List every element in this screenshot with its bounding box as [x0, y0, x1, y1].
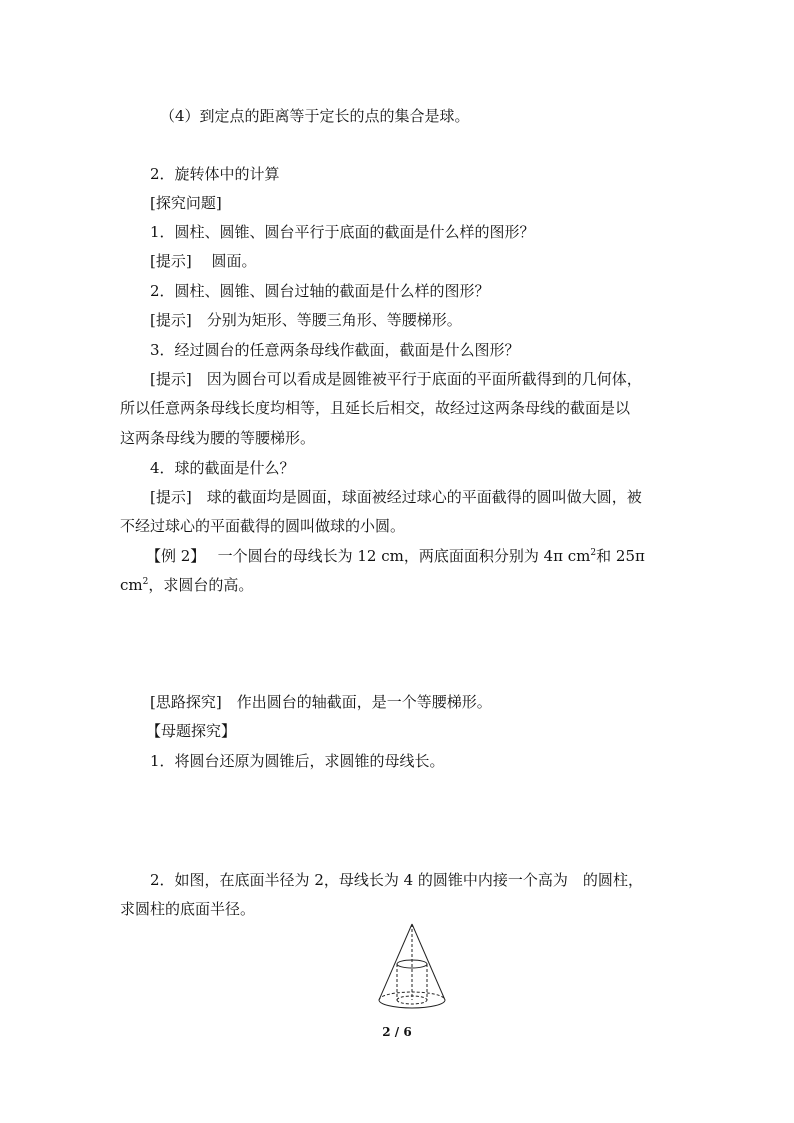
example-text: cm [120, 576, 143, 594]
page-number: 2 / 6 [382, 1025, 412, 1039]
text-line: [提示] 球的截面均是圆面，球面被经过球心的平面截得的圆叫做大圆，被 [150, 488, 642, 506]
text-line: 不经过球心的平面截得的圆叫做球的小圆。 [120, 517, 406, 535]
text-line: 1．将圆台还原为圆锥后，求圆锥的母线长。 [150, 752, 445, 770]
text-line: [思路探究] 作出圆台的轴截面，是一个等腰梯形。 [150, 693, 492, 711]
text-line: 2．圆柱、圆锥、圆台过轴的截面是什么样的图形？ [150, 282, 490, 300]
example-line [146, 546, 645, 566]
text-line: 2．如图，在底面半径为 2，母线长为 4 的圆锥中内接一个高为 的圆柱， [150, 871, 643, 889]
example-line [120, 575, 253, 595]
text-line: [提示] 分别为矩形、等腰三角形、等腰梯形。 [150, 311, 462, 329]
text-line: 4．球的截面是什么？ [150, 459, 295, 477]
text-line: [提示] 圆面。 [150, 252, 257, 270]
section-heading: 2．旋转体中的计算 [150, 165, 280, 183]
cone-side-left [379, 924, 412, 1000]
text-line: [探究问题] [150, 194, 222, 212]
cone-side-right [412, 924, 445, 1000]
text-line: 求圆柱的底面半径。 [120, 900, 256, 918]
text-line: 3．经过圆台的任意两条母线作截面，截面是什么图形？ [150, 341, 520, 359]
superscript: 2 [590, 548, 597, 558]
example-text: 【例 2】 一个圆台的母线长为 12 cm，两底面面积分别为 4π cm [146, 547, 591, 565]
text-line: 这两条母线为腰的等腰梯形。 [120, 429, 316, 447]
superscript: 2 [142, 577, 149, 587]
cylinder-bottom-front [397, 1000, 427, 1004]
cone-cylinder-figure [374, 920, 450, 1014]
example-text: ，求圆台的高。 [148, 576, 254, 594]
text-line: （4）到定点的距离等于定长的点的集合是球。 [160, 107, 470, 125]
text-line: 1．圆柱、圆锥、圆台平行于底面的截面是什么样的图形？ [150, 223, 535, 241]
section-heading: 【母题探究】 [146, 722, 237, 740]
text-line: [提示] 因为圆台可以看成是圆锥被平行于底面的平面所截得到的几何体， [150, 370, 642, 388]
example-text: 和 25π [596, 547, 645, 565]
text-line: 所以任意两条母线长度均相等，且延长后相交，故经过这两条母线的截面是以 [120, 399, 631, 417]
